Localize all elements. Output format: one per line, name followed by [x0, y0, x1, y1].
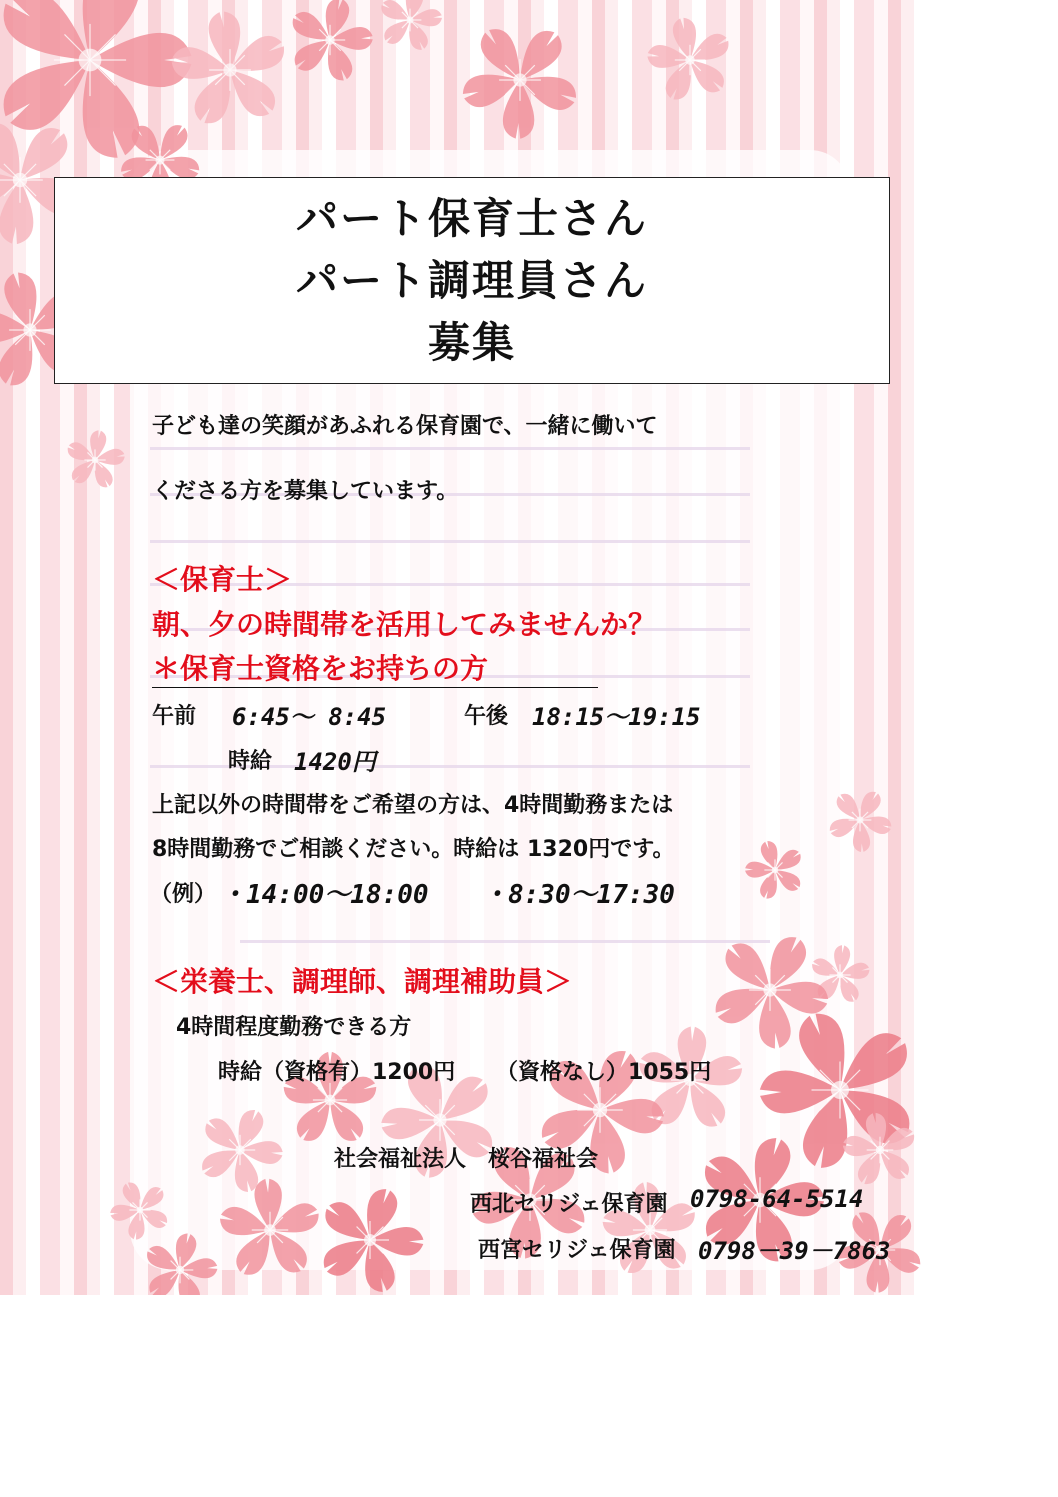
example-label: （例） [150, 882, 217, 907]
cherry-blossom-icon [830, 792, 892, 852]
example-2: ・8:30～17:30 [482, 880, 675, 910]
nursery-heading: ＜保育士＞ [152, 563, 293, 596]
contact-org: 社会福祉法人 桜谷福祉会 [334, 1147, 599, 1172]
title-line-1: パート保育士さん [295, 194, 648, 243]
intro-line-1: 子ども達の笑顔があふれる保育園で、一緒に働いて [152, 414, 658, 439]
pm-time: 18:15～19:15 [532, 703, 701, 731]
cherry-blossom-icon [147, 1233, 217, 1295]
cherry-blossom-icon [324, 1189, 424, 1292]
cherry-blossom-icon [220, 1179, 319, 1275]
am-label: 午前 [152, 704, 197, 729]
cherry-blossom-icon [463, 29, 576, 139]
title-line-3: 募集 [427, 318, 516, 367]
cherry-blossom-icon [293, 0, 373, 81]
rule [150, 540, 750, 543]
rule [150, 447, 750, 450]
school1-phone: 0798-64-5514 [690, 1185, 864, 1213]
other-line-1: 上記以外の時間帯をご希望の方は、4時間勤務または [152, 793, 674, 818]
cherry-blossom-icon [647, 18, 728, 100]
school2-name: 西宮セリジェ保育園 [478, 1238, 676, 1263]
rule [240, 940, 770, 943]
title-line-2: パート調理員さん [295, 256, 648, 305]
other-line-2: 8時間勤務でご相談ください。時給は 1320円です。 [152, 837, 675, 862]
cherry-blossom-icon [381, 0, 442, 50]
wage-label: 時給 [228, 749, 273, 774]
school2-phone: 0798－39－7863 [698, 1237, 891, 1265]
intro-line-2: くださる方を募集しています。 [152, 479, 459, 504]
title-box [54, 177, 890, 384]
cherry-blossom-icon [68, 430, 125, 487]
example-1: ・14:00～18:00 [220, 880, 429, 910]
kitchen-hours: 4時間程度勤務できる方 [176, 1015, 412, 1040]
am-time: 6:45～ 8:45 [232, 703, 387, 731]
cherry-blossom-icon [172, 12, 284, 124]
kitchen-wage-unqualified: （資格なし）1055円 [496, 1060, 712, 1085]
kitchen-heading: ＜栄養士、調理師、調理補助員＞ [152, 965, 573, 998]
wage-value: 1420円 [294, 748, 376, 776]
nursery-requirement [152, 647, 598, 688]
cherry-blossom-icon [745, 841, 801, 899]
cherry-blossom-icon [4, 0, 192, 158]
school1-name: 西北セリジェ保育園 [470, 1192, 668, 1217]
cherry-blossom-icon [110, 1182, 167, 1239]
kitchen-wage-qualified: 時給（資格有）1200円 [218, 1060, 456, 1085]
nursery-catch: 朝、夕の時間帯を活用してみませんか？ [152, 608, 657, 641]
requirement-text: ＊保育士資格をお持ちの方 [152, 652, 489, 685]
pm-label: 午後 [464, 704, 509, 729]
